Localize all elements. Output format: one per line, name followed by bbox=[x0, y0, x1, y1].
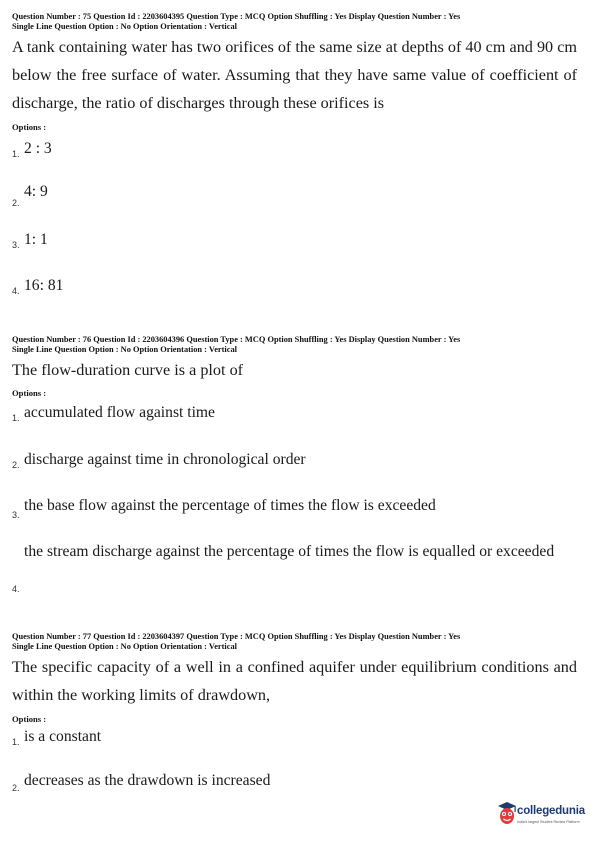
options-label: Options : bbox=[12, 714, 47, 725]
options-label: Options : bbox=[12, 122, 47, 133]
question-stem: A tank containing water has two orifices of the same size at depths of 40 cm and 90 cm below the free surface of water. Assuming that they have same value of coefficient of discharge, the ratio of discharges through these orifices is bbox=[12, 38, 577, 113]
option-text: 1: 1 bbox=[24, 231, 48, 248]
option-number: 4. bbox=[12, 584, 20, 594]
option-text: the stream discharge against the percentage of times the flow is equalled or exceeded bbox=[24, 543, 555, 560]
option-number: 1. bbox=[12, 413, 20, 423]
option-text: decreases as the drawdown is increased bbox=[24, 772, 271, 789]
collegedunia-logo bbox=[497, 799, 591, 835]
brand-name: collegedunia bbox=[517, 805, 585, 817]
option-text: discharge against time in chronological order bbox=[24, 451, 306, 468]
graduate-cap-mascot-icon bbox=[497, 801, 517, 827]
question-meta-line2: Single Line Question Option : No Option Orientation : Vertical bbox=[12, 641, 237, 651]
option-number: 2. bbox=[12, 460, 20, 470]
option-number: 4. bbox=[12, 286, 20, 296]
question-meta-line2: Single Line Question Option : No Option Orientation : Vertical bbox=[12, 21, 237, 31]
option-text: accumulated flow against time bbox=[24, 404, 215, 421]
option-number: 2. bbox=[12, 783, 20, 793]
question-stem: The flow-duration curve is a plot of bbox=[12, 361, 244, 380]
option-number: 1. bbox=[12, 737, 20, 747]
question-75 bbox=[12, 12, 577, 132]
options-label: Options : bbox=[12, 388, 47, 399]
option-number: 1. bbox=[12, 149, 20, 159]
question-meta-line1: Question Number : 75 Question Id : 2203604395 Question Type : MCQ Option Shuffling : Yes Display Question Number : Yes bbox=[12, 12, 461, 21]
option-text: 4: 9 bbox=[24, 183, 48, 200]
option-text: is a constant bbox=[24, 728, 102, 745]
option-text: 2 : 3 bbox=[24, 140, 52, 157]
option-number: 3. bbox=[12, 510, 20, 520]
option-text: the base flow against the percentage of times the flow is exceeded bbox=[24, 497, 436, 514]
question-meta-line2: Single Line Question Option : No Option Orientation : Vertical bbox=[12, 344, 237, 354]
option-text: 16: 81 bbox=[24, 277, 64, 294]
option-number: 2. bbox=[12, 198, 20, 208]
option-number: 3. bbox=[12, 240, 20, 250]
brand-tagline: India's largest Student Review Platform bbox=[517, 820, 580, 824]
question-stem: The specific capacity of a well in a confined aquifer under equilibrium conditions and within the working limits of drawdown, bbox=[12, 658, 577, 705]
question-meta-line1: Question Number : 76 Question Id : 2203604396 Question Type : MCQ Option Shuffling : Yes Display Question Number : Yes bbox=[12, 335, 461, 344]
question-meta-line1: Question Number : 77 Question Id : 2203604397 Question Type : MCQ Option Shuffling : Yes Display Question Number : Yes bbox=[12, 632, 461, 641]
question-77 bbox=[12, 632, 577, 724]
question-76 bbox=[12, 335, 577, 398]
